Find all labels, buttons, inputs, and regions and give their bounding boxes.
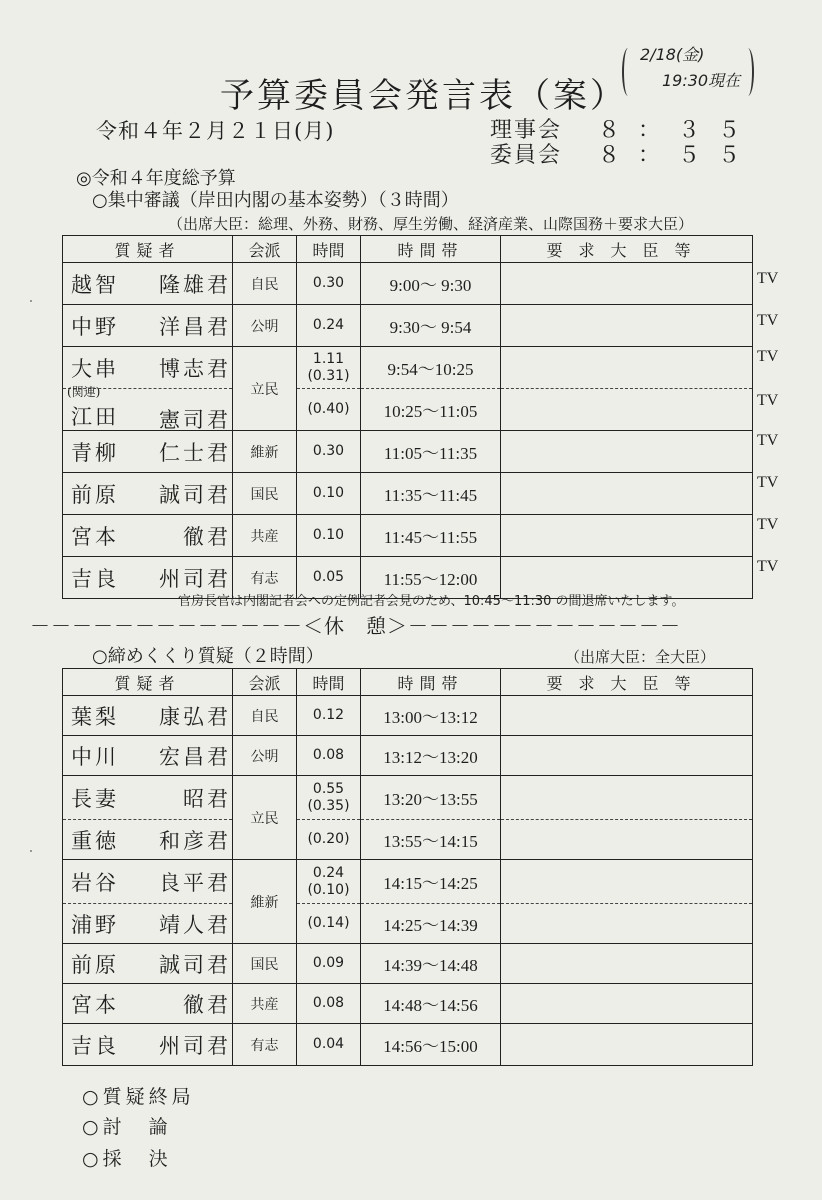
table-row (63, 904, 753, 944)
time: 0.10 (297, 473, 361, 515)
party: 国民 (233, 473, 297, 515)
time-slot: 9:54～10:25 (361, 347, 501, 389)
board-label: 理事会 (490, 118, 563, 143)
party: 共産 (233, 984, 297, 1024)
member-family: 中川 (71, 744, 119, 769)
member-given: 昭君 (183, 786, 231, 811)
party: 自民 (233, 263, 297, 305)
note-date: 2/18(金) (640, 45, 705, 64)
col-header: 時間帯 (361, 236, 501, 263)
request-cell (501, 515, 753, 557)
related-label: (関連) (67, 385, 101, 399)
member-family: 岩谷 (71, 870, 119, 895)
time-sub: (0.35) (307, 797, 350, 814)
member-family: 越智 (71, 272, 119, 297)
closing-item: ○採 決 (82, 1148, 172, 1170)
party: 維新 (233, 860, 297, 944)
time-total: 1.11 (312, 350, 345, 367)
table-row (63, 305, 753, 347)
table-row (63, 431, 753, 473)
member-family: 大串 (71, 356, 119, 381)
party: 国民 (233, 944, 297, 984)
tv-marker: TV (757, 312, 779, 329)
time-slot: 11:55～12:00 (361, 557, 501, 599)
punch-hole-dot (30, 850, 32, 852)
committee-time: ８：５５ (598, 143, 759, 168)
closing-item: ○討 論 (82, 1116, 172, 1138)
time-slot: 13:12～13:20 (361, 736, 501, 776)
request-cell (501, 347, 753, 389)
handwritten-note (632, 42, 740, 94)
member-given: 誠司君 (159, 952, 231, 977)
tv-marker: TV (757, 558, 779, 575)
request-cell (501, 820, 753, 860)
note-time: 19:30現在 (662, 71, 741, 90)
session2-ministers: （出席大臣：全大臣） (565, 648, 716, 666)
member-given: 靖人君 (159, 912, 231, 937)
member-family: 長妻 (71, 786, 119, 811)
party: 公明 (233, 305, 297, 347)
punch-hole-dot (30, 300, 32, 302)
time: 0.09 (297, 944, 361, 984)
party: 自民 (233, 696, 297, 736)
time-total: 0.55 (312, 780, 345, 797)
col-header: 会派 (233, 669, 297, 696)
member-family: 宮本 (71, 992, 119, 1017)
party: 有志 (233, 557, 297, 599)
member-given: 州司君 (159, 1033, 231, 1058)
party: 立民 (233, 347, 297, 431)
session1-heading: ○集中審議（岸田内閣の基本姿勢）（３時間） (92, 190, 459, 211)
party: 維新 (233, 431, 297, 473)
budget-heading: ◎令和４年度総予算 (76, 168, 236, 189)
member-given: 徹君 (183, 992, 231, 1017)
party: 立民 (233, 776, 297, 860)
session2-heading: ○締めくくり質疑（２時間） (92, 646, 324, 667)
table-row (63, 1024, 753, 1066)
time-slot: 9:30～ 9:54 (361, 305, 501, 347)
col-header: 要求大臣等 (501, 669, 753, 696)
table-row (63, 820, 753, 860)
member-given: 和彦君 (159, 828, 231, 853)
time-slot: 14:48～14:56 (361, 984, 501, 1024)
member-family: 前原 (71, 952, 119, 977)
time: 0.30 (297, 263, 361, 305)
time-sub: (0.14) (297, 904, 361, 944)
request-cell (501, 305, 753, 347)
time-slot: 13:55～14:15 (361, 820, 501, 860)
party: 公明 (233, 736, 297, 776)
tv-marker: TV (757, 392, 779, 409)
time: 0.04 (297, 1024, 361, 1066)
tv-marker: TV (757, 270, 779, 287)
request-cell (501, 776, 753, 820)
table-header-row (63, 669, 753, 696)
member-given: 洋昌君 (159, 314, 231, 339)
member-family: 青柳 (71, 440, 119, 465)
time: 0.10 (297, 515, 361, 557)
time-slot: 9:00～ 9:30 (361, 263, 501, 305)
time: 0.24 (297, 305, 361, 347)
col-header: 時間 (297, 669, 361, 696)
member-given: 宏昌君 (159, 744, 231, 769)
table-row (63, 736, 753, 776)
member-family: 吉良 (71, 566, 119, 591)
member-family: 前原 (71, 482, 119, 507)
time-sub: (0.31) (307, 367, 350, 384)
time-slot: 11:35～11:45 (361, 473, 501, 515)
time (297, 860, 361, 904)
member-given: 博志君 (159, 356, 231, 381)
member-given: 仁士君 (159, 440, 231, 465)
time-slot: 11:05～11:35 (361, 431, 501, 473)
table-row (63, 347, 753, 389)
table-row (63, 944, 753, 984)
time-sub: (0.40) (297, 389, 361, 431)
member-family: 江田 (71, 404, 119, 429)
request-cell (501, 431, 753, 473)
member-given: 良平君 (159, 870, 231, 895)
committee-label: 委員会 (490, 143, 563, 168)
party: 有志 (233, 1024, 297, 1066)
time-slot: 14:39～14:48 (361, 944, 501, 984)
time-total: 0.24 (312, 864, 345, 881)
member-given: 康弘君 (159, 704, 231, 729)
board-time: ８：３５ (598, 118, 759, 143)
time-slot: 14:56～15:00 (361, 1024, 501, 1066)
table-header-row (63, 236, 753, 263)
col-header: 時間 (297, 236, 361, 263)
time: 0.12 (297, 696, 361, 736)
meeting-date: 令和４年２月２１日(月) (96, 119, 335, 143)
request-cell (501, 696, 753, 736)
session2-table (62, 668, 753, 1066)
table-row (63, 776, 753, 820)
time-slot: 11:45～11:55 (361, 515, 501, 557)
time: 0.30 (297, 431, 361, 473)
member-family: 中野 (71, 314, 119, 339)
table-row (63, 389, 753, 431)
member-family: 浦野 (71, 912, 119, 937)
committee-meeting (490, 138, 759, 169)
col-header: 質疑者 (63, 236, 233, 263)
member-family: 葉梨 (71, 704, 119, 729)
request-cell (501, 984, 753, 1024)
time (297, 347, 361, 389)
time (297, 776, 361, 820)
time: 0.08 (297, 736, 361, 776)
request-cell (501, 389, 753, 431)
table-row (63, 984, 753, 1024)
request-cell (501, 736, 753, 776)
table-row (63, 515, 753, 557)
table-row (63, 473, 753, 515)
request-cell (501, 944, 753, 984)
member-given: 誠司君 (159, 482, 231, 507)
tv-marker: TV (757, 516, 779, 533)
time-slot: 10:25～11:05 (361, 389, 501, 431)
time-slot: 13:20～13:55 (361, 776, 501, 820)
time: 0.05 (297, 557, 361, 599)
document-title: 予算委員会発言表（案） (220, 76, 627, 116)
request-cell (501, 263, 753, 305)
member-family: 重徳 (71, 828, 119, 853)
footnote: 官房長官は内閣記者会への定例記者会見のため、10:45～11:30 の間退席いたします。 (178, 594, 685, 609)
tv-marker: TV (757, 348, 779, 365)
closing-item: ○質疑終局 (82, 1086, 195, 1108)
session1-ministers: （出席大臣：総理、外務、財務、厚生労働、経済産業、山際国務＋要求大臣） (168, 215, 694, 233)
member-given: 憲司君 (159, 408, 231, 432)
col-header: 質疑者 (63, 669, 233, 696)
party: 共産 (233, 515, 297, 557)
break-separator: －－－－－－－－－－－－－＜休 憩＞－－－－－－－－－－－－－ (30, 614, 681, 638)
col-header: 時間帯 (361, 669, 501, 696)
time: 0.08 (297, 984, 361, 1024)
col-header: 要求大臣等 (501, 236, 753, 263)
table-row (63, 263, 753, 305)
request-cell (501, 473, 753, 515)
time-slot: 13:00～13:12 (361, 696, 501, 736)
member-family: 吉良 (71, 1033, 119, 1058)
tv-marker: TV (757, 432, 779, 449)
member-given: 隆雄君 (159, 272, 231, 297)
time-sub: (0.10) (307, 881, 350, 898)
col-header: 会派 (233, 236, 297, 263)
table-row (63, 696, 753, 736)
member-given: 州司君 (159, 566, 231, 591)
session1-table (62, 235, 753, 599)
time-slot: 14:15～14:25 (361, 860, 501, 904)
member-family: 宮本 (71, 524, 119, 549)
tv-marker: TV (757, 474, 779, 491)
member-given: 徹君 (183, 524, 231, 549)
time-slot: 14:25～14:39 (361, 904, 501, 944)
table-row (63, 860, 753, 904)
request-cell (501, 904, 753, 944)
request-cell (501, 860, 753, 904)
request-cell (501, 1024, 753, 1066)
time-sub: (0.20) (297, 820, 361, 860)
